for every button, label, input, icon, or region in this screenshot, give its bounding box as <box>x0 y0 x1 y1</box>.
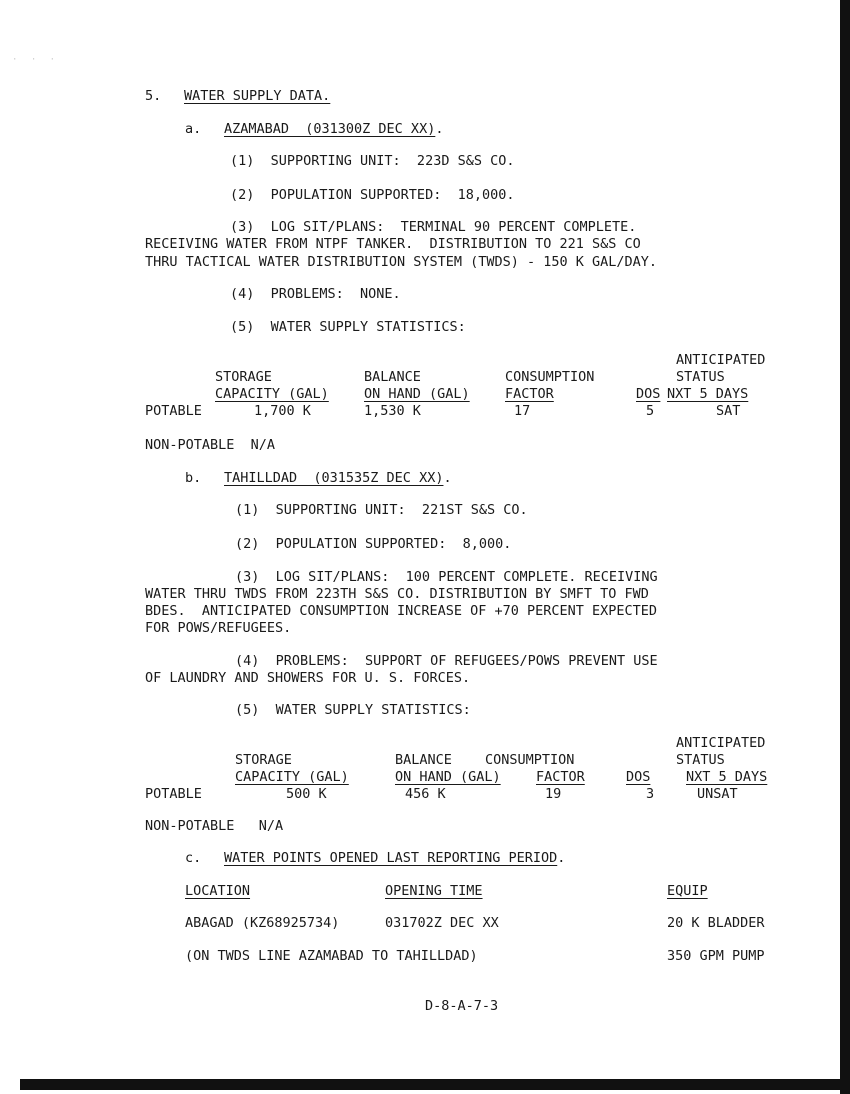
b-th-status: STATUS <box>676 752 725 768</box>
b-th-anticipated: ANTICIPATED <box>676 735 766 751</box>
a-supporting-unit: (1) SUPPORTING UNIT: 223D S&S CO. <box>230 153 515 169</box>
a-th-factor: FACTOR <box>505 386 554 402</box>
b-cell-status: UNSAT <box>697 786 738 802</box>
b-th-consumption: CONSUMPTION <box>485 752 575 768</box>
a-log-line-2: RECEIVING WATER FROM NTPF TANKER. DISTRIBUTION TO 221 S&S CO <box>145 236 641 252</box>
subsection-b-heading-wrap <box>224 470 452 487</box>
a-th-storage: STORAGE <box>215 369 272 385</box>
b-problems-line-2: OF LAUNDRY AND SHOWERS FOR U. S. FORCES. <box>145 670 471 686</box>
a-problems: (4) PROBLEMS: NONE. <box>230 286 401 302</box>
a-nonpotable: NON-POTABLE N/A <box>145 437 276 453</box>
b-th-factor: FACTOR <box>536 769 585 785</box>
c-row2-location: (ON TWDS LINE AZAMABAD TO TAHILLDAD) <box>185 948 478 964</box>
c-col-opening: OPENING TIME <box>385 883 483 899</box>
a-cell-status: SAT <box>716 403 741 419</box>
b-log-line-2: WATER THRU TWDS FROM 223TH S&S CO. DISTRIBUTION BY SMFT TO FWD <box>145 586 649 602</box>
b-problems-line-1: (4) PROBLEMS: SUPPORT OF REFUGEES/POWS PREVENT USE <box>235 653 658 669</box>
a-th-consumption: CONSUMPTION <box>505 369 595 385</box>
subsection-c-letter: c. <box>185 850 202 866</box>
a-th-anticipated: ANTICIPATED <box>676 352 766 368</box>
page-id: D-8-A-7-3 <box>425 998 499 1014</box>
a-cell-capacity: 1,700 K <box>254 403 311 419</box>
subsection-a-heading: AZAMABAD (031300Z DEC XX) <box>224 121 436 137</box>
subsection-c-heading-wrap <box>224 850 565 867</box>
b-cell-dos: 3 <box>646 786 655 802</box>
subsection-b-heading: TAHILLDAD (031535Z DEC XX) <box>224 470 444 486</box>
a-th-onhand: ON HAND (GAL) <box>364 386 470 402</box>
c-col-equip: EQUIP <box>667 883 708 899</box>
c-row1-opening: 031702Z DEC XX <box>385 915 499 931</box>
a-th-status: STATUS <box>676 369 725 385</box>
b-cell-capacity: 500 K <box>286 786 327 802</box>
c-row1-location: ABAGAD (KZ68925734) <box>185 915 340 931</box>
scan-smudge: · · · <box>12 55 60 65</box>
section-title: WATER SUPPLY DATA. <box>184 88 331 104</box>
subsection-a-heading-wrap <box>224 121 443 138</box>
b-row-label: POTABLE <box>145 786 202 802</box>
a-cell-dos: 5 <box>646 403 655 419</box>
subsection-c-heading-punct: . <box>557 850 566 866</box>
a-th-nxt: NXT 5 DAYS <box>667 386 749 402</box>
scan-border-right <box>840 0 850 1094</box>
b-th-capacity: CAPACITY (GAL) <box>235 769 349 785</box>
b-log-line-4: FOR POWS/REFUGEES. <box>145 620 292 636</box>
a-cell-factor: 17 <box>514 403 531 419</box>
subsection-b-letter: b. <box>185 470 202 486</box>
subsection-a-letter: a. <box>185 121 202 137</box>
subsection-b-heading-punct: . <box>443 470 452 486</box>
a-cell-onhand: 1,530 K <box>364 403 421 419</box>
subsection-c-heading: WATER POINTS OPENED LAST REPORTING PERIOD <box>224 850 558 866</box>
a-th-balance: BALANCE <box>364 369 421 385</box>
a-th-dos: DOS <box>636 386 661 402</box>
b-log-line-3: BDES. ANTICIPATED CONSUMPTION INCREASE OF +70 PERCENT EXPECTED <box>145 603 658 619</box>
a-stats-title: (5) WATER SUPPLY STATISTICS: <box>230 319 466 335</box>
a-log-line-1: (3) LOG SIT/PLANS: TERMINAL 90 PERCENT COMPLETE. <box>230 219 637 235</box>
b-th-balance: BALANCE <box>395 752 452 768</box>
b-cell-factor: 19 <box>545 786 562 802</box>
a-log-line-3: THRU TACTICAL WATER DISTRIBUTION SYSTEM (TWDS) - 150 K GAL/DAY. <box>145 254 658 270</box>
c-row1-equip: 20 K BLADDER <box>667 915 765 931</box>
scan-border-bottom <box>20 1079 850 1090</box>
b-th-nxt: NXT 5 DAYS <box>686 769 768 785</box>
b-th-dos: DOS <box>626 769 651 785</box>
b-cell-onhand: 456 K <box>405 786 446 802</box>
b-th-onhand: ON HAND (GAL) <box>395 769 501 785</box>
b-nonpotable: NON-POTABLE N/A <box>145 818 284 834</box>
b-stats-title: (5) WATER SUPPLY STATISTICS: <box>235 702 471 718</box>
a-th-capacity: CAPACITY (GAL) <box>215 386 329 402</box>
subsection-a-heading-punct: . <box>435 121 444 137</box>
c-col-location: LOCATION <box>185 883 251 899</box>
a-row-label: POTABLE <box>145 403 202 419</box>
b-log-line-1: (3) LOG SIT/PLANS: 100 PERCENT COMPLETE. RECEIVING <box>235 569 658 585</box>
b-supporting-unit: (1) SUPPORTING UNIT: 221ST S&S CO. <box>235 502 528 518</box>
b-population: (2) POPULATION SUPPORTED: 8,000. <box>235 536 512 552</box>
section-number: 5. <box>145 88 162 104</box>
b-th-storage: STORAGE <box>235 752 292 768</box>
a-population: (2) POPULATION SUPPORTED: 18,000. <box>230 187 515 203</box>
c-row2-equip: 350 GPM PUMP <box>667 948 765 964</box>
